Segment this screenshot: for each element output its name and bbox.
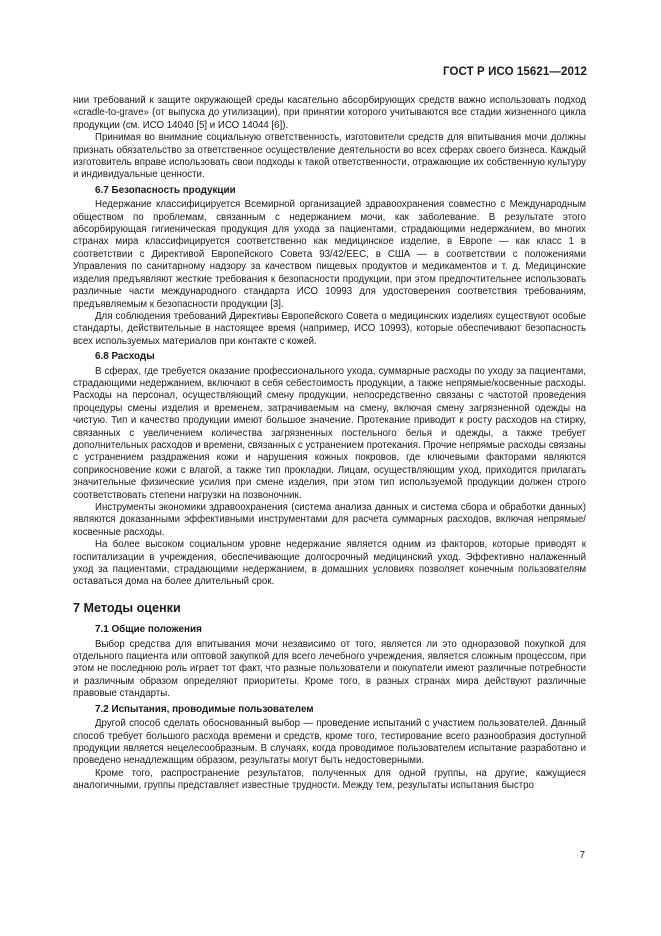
paragraph: Инструменты экономики здравоохранения (система анализа данных и система сбора и обработки данных) являются доказанными эффективными инструментами для расчета суммарных расходов, включая непрямые/косвенные расходы. <box>73 502 586 538</box>
page-number: 7 <box>579 850 585 861</box>
document-header: ГОСТ Р ИСО 15621—2012 <box>442 66 587 78</box>
section-heading-7-2: 7.2 Испытания, проводимые пользователем <box>95 703 314 715</box>
paragraph: Другой способ сделать обоснованный выбор — проведение испытаний с участием пользователей. Данный способ требует большого расхода времени и средств, кроме того, тестирование всего разнообразия доступной продукции является нецелесообразным. В случаях, когда проводимое пользователем испытание разработано и проведено ненадлежащим образом, результаты могут быть недостоверными. <box>73 718 586 767</box>
section-heading-7-1: 7.1 Общие положения <box>95 624 202 636</box>
document-body <box>73 95 586 793</box>
paragraph: Выбор средства для впитывания мочи независимо от того, является ли это одноразовой покупкой для отдельного пациента или оптовой закупкой для всего лечебного учреждения, является сложным процессом, при этом не последнюю роль играет тот факт, что разные пользователи и покупатели имеют различные потребности и различным образом определяют приоритеты. Кроме того, в разных странах мира действуют различные правовые стандарты. <box>73 638 586 700</box>
paragraph: На более высоком социальном уровне недержание является одним из факторов, которые приводят к госпитализации в учреждения, обеспечивающие долгосрочный медицинский уход. Эффективно налаженный уход за пациентами, страдающими недержанием, в домашних условиях позволяет конечным пользователям оставаться дома на более длительный срок. <box>73 539 586 588</box>
paragraph: Недержание классифицируется Всемирной организацией здравоохранения совместно с Международным обществом по проблемам, связанным с недержанием мочи, как заболевание. В результате этого абсорбирующая гигиеническая продукция для ухода за пациентами, страдающими недержанием, во многих странах мира классифицируется соответственно как медицинское изделие, в Европе — как класс 1 в соответствии с Директивой Европейского Совета 93/42/ЕЕС, в США — в соответствии с положениями Управления по санитарному надзору за качеством пищевых продуктов и медикаментов и т. д. Медицинские изделия предъявляют жесткие требования к безопасности продукции, при этом предпочтительнее использовать различные части международного стандарта ИСО 10993 для удостоверения соответствия требованиям, предъявляемым к безопасности продукции [3]. <box>73 199 586 310</box>
paragraph: В сферах, где требуется оказание профессионального ухода, суммарные расходы по уходу за пациентами, страдающими недержанием, включают в себя себестоимость продукции, а также непрямые/косвенные расходы. Расходы на персонал, осуществляющий смену продукции, непосредственно связаны с частотой проведения процедуры смены изделия и временем, затрачиваемым на смену, включая смену загрязненной одежды на чистую. Тип и качество продукции имеют большое значение. Протекание приводит к росту расходов на стирку, связанных с увеличением количества загрязненных постельного белья и одежды, а также требует дополнительных расходов и времени, связанных с устранением протекания. Прочие непрямые расходы связаны с устранением раздражения кожи и нарушения кожных покровов, где ключевыми факторами являются соприкосновение кожи с влагой, а также тип прокладки. Лицам, осуществляющим уход, приходится прилагать значительные физические усилия при смене изделия, при этом тип используемой продукции должен строго соответствовать степени нагрузки на позвоночник. <box>73 365 586 501</box>
paragraph: нии требований к защите окружающей среды касательно абсорбирующих средств важно использовать подход «cradle-to-grave» (от выпуска до утилизации), при принятии которого учитываются все стадии жизненного цикла продукции (см. ИСО 14040 [5] и ИСО 14044 [6]). <box>73 95 586 131</box>
paragraph: Для соблюдения требований Директивы Европейского Совета о медицинских изделиях существуют особые стандарты, действительные в настоящее время (например, ИСО 10993), которые обеспечивают безопасность всех используемых материалов при контакте с кожей. <box>73 310 586 347</box>
section-heading-6-8: 6.8 Расходы <box>95 351 155 363</box>
section-heading-6-7: 6.7 Безопасность продукции <box>95 184 236 196</box>
paragraph: Принимая во внимание социальную ответственность, изготовители средств для впитывания мочи должны признать обязательство за ответственное осуществление деятельности во всех сферах своего бизнеса. Каждый изготовитель вправе использовать свои подходы к такой ответственности, отражающие их собственную культуру и индивидуальные ценности. <box>73 132 586 181</box>
paragraph: Кроме того, распространение результатов, полученных для одной группы, на другие, кажущиеся аналогичными, группы представляет известные трудности. Между тем, результаты испытания быстро <box>73 767 586 792</box>
section-heading-7: 7 Методы оценки <box>73 600 181 615</box>
